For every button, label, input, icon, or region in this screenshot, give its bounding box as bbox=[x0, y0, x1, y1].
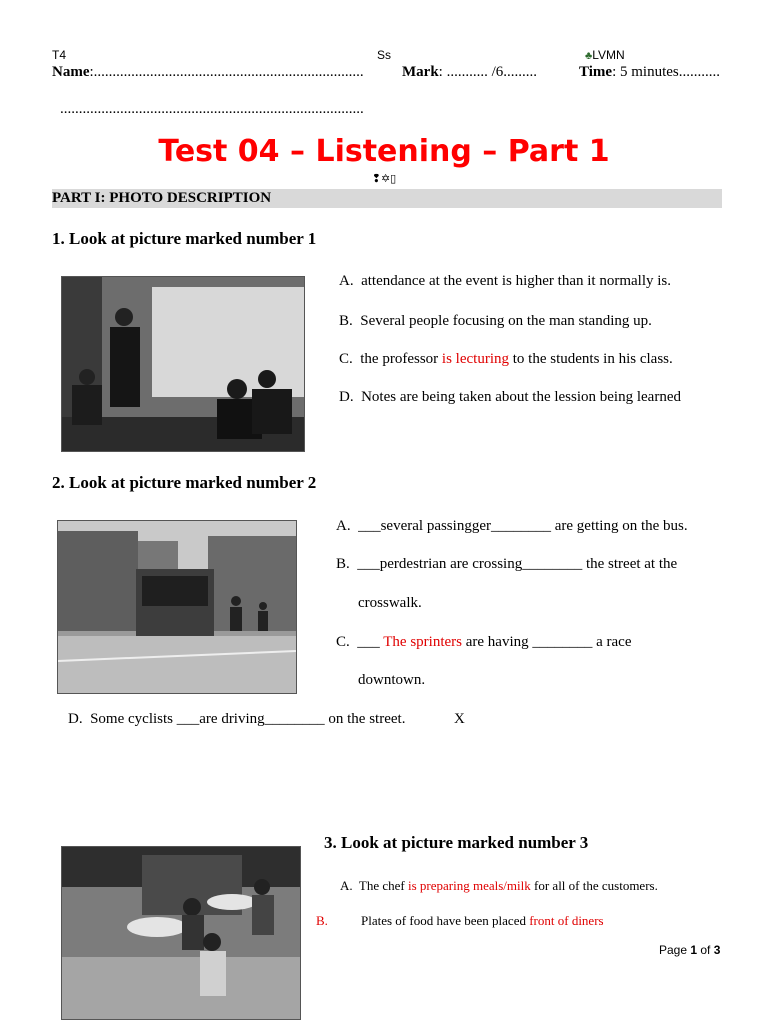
option-highlight: front of diners bbox=[529, 913, 604, 928]
page-title: Test 04 – Listening – Part 1 bbox=[158, 134, 610, 169]
time-line bbox=[579, 64, 720, 81]
second-dots-line: ................................................................................. bbox=[60, 101, 364, 117]
photo-2-street bbox=[57, 520, 297, 694]
option-letter: A. bbox=[340, 878, 353, 893]
q1-option-c bbox=[339, 351, 673, 368]
photo-3-cafe bbox=[61, 846, 301, 1020]
option-text: Some cyclists ___are driving________ on the street. bbox=[90, 711, 406, 727]
header-ss: Ss bbox=[377, 48, 392, 62]
option-text-pre: the professor bbox=[360, 351, 442, 367]
q3-option-a bbox=[340, 878, 658, 894]
photo-1-classroom bbox=[61, 276, 305, 452]
option-highlight: is preparing meals/milk bbox=[408, 878, 531, 893]
option-text-post: for all of the customers. bbox=[530, 878, 658, 893]
name-dots: :........................................................................ bbox=[89, 64, 364, 80]
q2-option-c bbox=[336, 634, 632, 651]
question-3-heading: 3. Look at picture marked number 3 bbox=[324, 833, 589, 852]
q2-option-d bbox=[68, 711, 405, 728]
q1-option-a bbox=[339, 273, 671, 290]
option-letter: B. bbox=[336, 556, 350, 572]
option-letter: C. bbox=[339, 351, 353, 367]
option-text: ___several passingger________ are getting on the bus. bbox=[358, 518, 688, 534]
option-text-post: to the students in his class. bbox=[509, 351, 673, 367]
q2-option-c-cont: downtown. bbox=[358, 672, 426, 688]
part-heading: PART I: PHOTO DESCRIPTION bbox=[52, 189, 722, 208]
name-label: Name bbox=[52, 64, 90, 80]
mark-value: : ........... /6......... bbox=[438, 64, 538, 80]
question-1-heading: 1. Look at picture marked number 1 bbox=[52, 229, 317, 248]
option-text-pre: ___ bbox=[357, 634, 384, 650]
header-code: T4 bbox=[52, 48, 67, 62]
q3-option-b-letter: B. bbox=[316, 913, 328, 928]
time-label: Time bbox=[579, 64, 613, 80]
mark-line bbox=[402, 64, 537, 81]
page-indicator bbox=[659, 943, 720, 957]
ornament-glyphs: ❢✡▯ bbox=[371, 172, 397, 185]
option-text: attendance at the event is higher than it normally is. bbox=[361, 273, 671, 289]
wrong-mark: X bbox=[454, 711, 465, 727]
question-2-heading: 2. Look at picture marked number 2 bbox=[52, 473, 317, 492]
page-total: 3 bbox=[713, 943, 721, 957]
q2-option-a bbox=[336, 518, 688, 535]
q2-option-b bbox=[336, 556, 677, 573]
time-value: : 5 minutes........... bbox=[612, 64, 720, 80]
option-highlight: The sprinters bbox=[383, 634, 462, 650]
option-letter: D. bbox=[339, 389, 354, 405]
option-letter: D. bbox=[68, 711, 83, 727]
option-text-pre: Plates of food have been placed bbox=[361, 913, 530, 928]
option-letter: A. bbox=[339, 273, 354, 289]
option-letter: B. bbox=[339, 313, 353, 329]
option-letter: C. bbox=[336, 634, 350, 650]
q2-option-b-cont: crosswalk. bbox=[358, 595, 422, 611]
name-line bbox=[52, 64, 364, 81]
of-word: of bbox=[697, 943, 714, 957]
option-highlight: is lecturing bbox=[441, 351, 509, 367]
option-text: ___perdestrian are crossing________ the street at the bbox=[357, 556, 678, 572]
header-org bbox=[585, 48, 625, 62]
mark-label: Mark bbox=[402, 64, 439, 80]
page-word: Page bbox=[659, 943, 691, 957]
q1-option-d bbox=[339, 389, 681, 406]
option-text: Notes are being taken about the lession being learned bbox=[361, 389, 681, 405]
q1-option-b bbox=[339, 313, 652, 330]
header-org-label: LVMN bbox=[592, 48, 625, 62]
option-text: Several people focusing on the man standing up. bbox=[360, 313, 652, 329]
option-letter: A. bbox=[336, 518, 351, 534]
q3-option-b bbox=[361, 913, 604, 929]
option-text-pre: The chef bbox=[358, 878, 408, 893]
page-number: 1 bbox=[690, 943, 698, 957]
leaf-icon: ♣ bbox=[585, 50, 593, 62]
option-text-post: are having ________ a race bbox=[461, 634, 632, 650]
